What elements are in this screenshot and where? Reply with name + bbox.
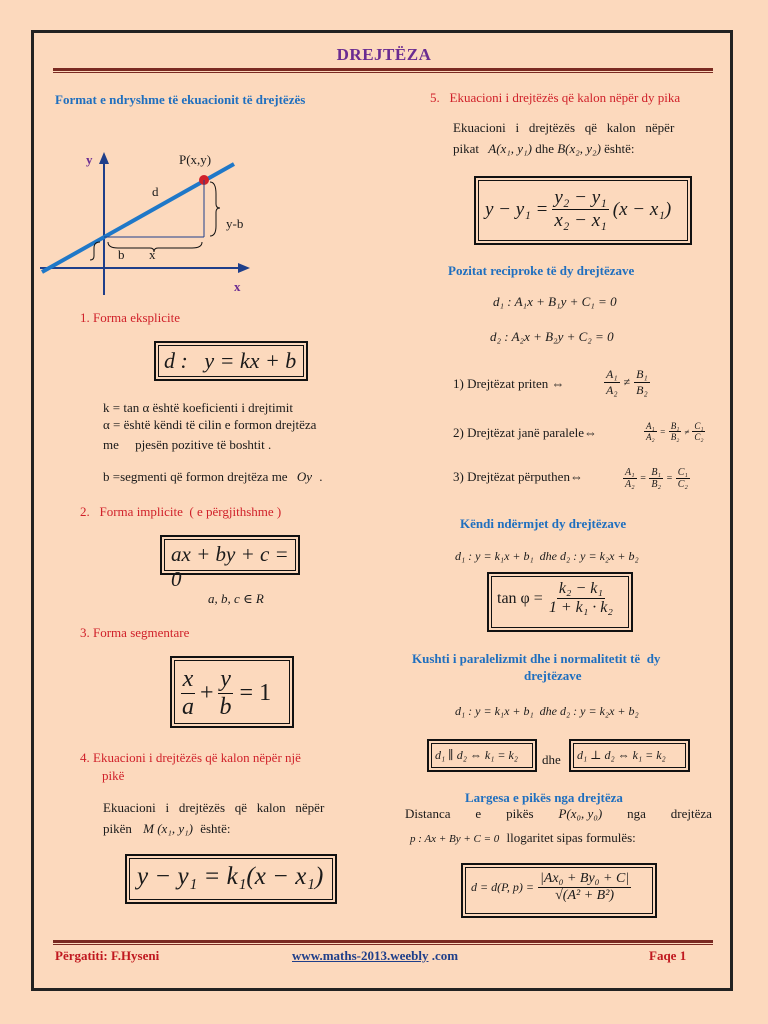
kushti-dhe: dhe bbox=[542, 752, 561, 767]
largesa-word-e: e bbox=[475, 806, 482, 821]
case2-label: 2) Drejtëzat janë paralele⇔ bbox=[453, 425, 597, 440]
item5-text-line2 bbox=[453, 141, 634, 157]
kushti-eq: d₁ : y = k₁x + b₁ dhe d₂ : y = k₂x + b₂ bbox=[455, 704, 639, 718]
item4-text-line1: Ekuacioni i drejtëzës që kalon nëpër bbox=[103, 800, 325, 815]
kendi-lhs: tan φ = bbox=[497, 589, 543, 607]
footer-site-link[interactable]: www.maths-2013.weebly bbox=[292, 948, 429, 963]
item5-formula-box bbox=[474, 176, 692, 245]
case3-label: 3) Drejtëzat përputhen⇔ bbox=[453, 469, 583, 484]
case2-eq: = bbox=[659, 426, 666, 437]
largesa-line2 bbox=[410, 830, 636, 846]
kendi-formula-box bbox=[487, 572, 633, 632]
kendi-den: 1 + k₁ · k₂ bbox=[548, 599, 613, 616]
case2-b1: B₁ bbox=[670, 421, 680, 431]
kushti-box-normal bbox=[569, 739, 690, 772]
case2-c1: C₁ bbox=[694, 421, 704, 431]
left-heading: Format e ndryshme të ekuacionit të drejtëzës bbox=[55, 92, 306, 107]
item3-den-b: b bbox=[219, 694, 232, 720]
item5-lhs: y − y₁ = bbox=[485, 198, 549, 220]
diagram-point-label: P(x,y) bbox=[179, 152, 212, 167]
item1-line1: k = tan α është koeficienti i drejtimit bbox=[103, 400, 293, 415]
item1-formula: d : y = kx + b bbox=[164, 348, 297, 373]
item2-formula: ax + by + c = 0 bbox=[171, 542, 289, 591]
diagram-b-label: b bbox=[118, 247, 125, 262]
case1-b1: B₁ bbox=[636, 367, 648, 381]
largesa-line-text: llogaritet sipas formulës: bbox=[506, 830, 636, 845]
item3-plus: + bbox=[200, 680, 214, 706]
item3-frac-y bbox=[218, 666, 234, 721]
item3-title: 3. Forma segmentare bbox=[80, 625, 190, 640]
pozitat-d2: d₂ : A₂x + B₂y + C₂ = 0 bbox=[490, 329, 614, 344]
item1-formula-box bbox=[154, 341, 308, 381]
largesa-formula-box bbox=[461, 863, 657, 918]
item5-text-line1: Ekuacioni i drejtëzës që kalon nëpër bbox=[453, 120, 675, 135]
item4-text-eshte: është: bbox=[200, 821, 231, 836]
largesa-heading: Largesa e pikës nga drejtëza bbox=[465, 790, 623, 805]
largesa-point: P(x₀, y₀) bbox=[558, 806, 603, 821]
case1-neq: ≠ bbox=[623, 375, 631, 389]
item3-num-x: x bbox=[182, 666, 194, 692]
case3-a1: A₁ bbox=[625, 467, 635, 478]
footer-author: Përgatiti: F.Hyseni bbox=[55, 948, 160, 963]
item5-text-point-a: A(x₁, y₁) bbox=[488, 141, 532, 156]
bottom-rule-thin bbox=[53, 944, 713, 945]
item4-text-line2 bbox=[103, 821, 231, 837]
case3-c1: C₁ bbox=[677, 467, 688, 478]
footer-site[interactable] bbox=[292, 948, 458, 964]
kendi-formula bbox=[497, 580, 615, 617]
kushti-box-parallel bbox=[427, 739, 537, 772]
item4-text-pikën: pikën bbox=[103, 821, 132, 836]
brace-y-b bbox=[210, 182, 220, 236]
kushti-parallel: d₁ ∥ d₂ ⇔ k₁ = k₂ bbox=[435, 748, 518, 762]
item1-line2: α = është këndi të cilin e formon drejtëza bbox=[103, 417, 317, 432]
largesa-frac bbox=[538, 871, 631, 904]
x-axis-arrow bbox=[238, 263, 250, 273]
case2-frac-a bbox=[644, 421, 657, 442]
kendi-eq: d₁ : y = k₁x + b₁ dhe d₂ : y = k₂x + b₂ bbox=[455, 549, 639, 563]
item2-title: 2. Forma implicite ( e përgjithshme ) bbox=[80, 504, 282, 519]
item1-line4-axis: Oy bbox=[296, 469, 312, 484]
item5-formula bbox=[485, 187, 671, 232]
case2-a2: A₂ bbox=[646, 432, 655, 442]
largesa-num: |Ax₀ + By₀ + C| bbox=[539, 871, 630, 886]
largesa-word-nga: nga bbox=[627, 806, 646, 821]
item4-formula: y − y₁ = k₁(x − x₁) bbox=[137, 863, 324, 890]
case1-a1: A₁ bbox=[606, 367, 618, 381]
largesa-line1 bbox=[405, 806, 712, 822]
diagram-x-label: x bbox=[234, 279, 241, 294]
item1-title: 1. Forma eksplicite bbox=[80, 310, 181, 325]
item1-line3: me pjesën pozitive të boshtit . bbox=[103, 437, 272, 452]
kendi-heading: Këndi ndërmjet dy drejtëzave bbox=[460, 516, 627, 531]
pozitat-heading: Pozitat reciproke të dy drejtëzave bbox=[448, 263, 635, 278]
diagram-d-label: d bbox=[152, 184, 159, 199]
item5-num: y₂ − y₁ bbox=[554, 187, 607, 208]
case2-b2: B₂ bbox=[670, 432, 680, 442]
case2-frac-c bbox=[692, 421, 705, 442]
case2-neq: ≠ bbox=[684, 426, 690, 437]
kushti-heading-line1: Kushti i paralelizmit dhe i normalitetit të dy bbox=[412, 651, 661, 666]
case3-eq1: = bbox=[639, 473, 647, 484]
item4-text-point: M (x₁, y₁) bbox=[143, 821, 193, 836]
item5-text-eshte: është: bbox=[604, 141, 635, 156]
case3-a2: A₂ bbox=[625, 479, 635, 490]
largesa-den: √(A² + B²) bbox=[555, 888, 615, 903]
case3-b2: B₂ bbox=[651, 479, 661, 490]
diagram-x-segment-label: x bbox=[149, 247, 156, 262]
item5-rhs: (x − x₁) bbox=[612, 198, 672, 220]
case3-b1: B₁ bbox=[651, 467, 661, 478]
largesa-word-pikes: pikës bbox=[506, 806, 534, 821]
item3-formula bbox=[180, 666, 271, 721]
case2-a1: A₁ bbox=[646, 421, 655, 431]
case3-frac-a bbox=[623, 467, 637, 490]
item3-frac-x bbox=[180, 666, 196, 721]
item1-line4-text: b =segmenti që formon drejtëza me bbox=[103, 469, 288, 484]
case1-math bbox=[604, 367, 650, 398]
case1-a2: A₂ bbox=[606, 383, 618, 397]
item5-text-point-b: B(x₂, y₂) bbox=[557, 141, 601, 156]
largesa-lhs: d = d(P, p) = bbox=[471, 880, 534, 894]
case3-eq2: = bbox=[665, 473, 673, 484]
case1-b2: B₂ bbox=[636, 383, 648, 397]
bottom-rule bbox=[53, 940, 713, 943]
item4-title-line2: pikë bbox=[102, 768, 125, 783]
y-axis-arrow bbox=[99, 152, 109, 164]
kushti-heading-line2: drejtëzave bbox=[524, 668, 582, 683]
case3-frac-b bbox=[649, 467, 663, 490]
kushti-normal: d₁ ⊥ d₂ ⇔ k₁ = k₂ bbox=[577, 748, 666, 762]
item5-title: 5. Ekuacioni i drejtëzës që kalon nëpër dy pika bbox=[430, 90, 681, 105]
largesa-formula bbox=[471, 871, 631, 904]
case3-frac-c bbox=[676, 467, 690, 490]
item3-num-y: y bbox=[220, 666, 231, 692]
case1-frac-b bbox=[634, 367, 650, 398]
largesa-word-distanca: Distanca bbox=[405, 806, 451, 821]
item3-formula-box bbox=[170, 656, 294, 728]
item5-text-dhe: dhe bbox=[535, 141, 554, 156]
item2-formula-box bbox=[160, 535, 300, 591]
item2-note: a, b, c ∈ R bbox=[208, 591, 264, 606]
largesa-line-eq: p : Ax + By + C = 0 bbox=[410, 833, 500, 845]
kendi-num: k₂ − k₁ bbox=[558, 580, 603, 597]
footer-page: Faqe 1 bbox=[649, 948, 687, 963]
largesa-word-drejteza: drejtëza bbox=[670, 806, 712, 821]
kendi-frac bbox=[547, 580, 615, 617]
item3-rhs: = 1 bbox=[239, 680, 272, 706]
case3-c2: C₂ bbox=[677, 479, 688, 490]
item5-den: x₂ − x₁ bbox=[554, 210, 607, 231]
item1-line4 bbox=[103, 469, 323, 485]
top-rule bbox=[53, 68, 713, 71]
item1-line4-end: . bbox=[319, 469, 323, 484]
case1-label: 1) Drejtëzat priten ⇔ bbox=[453, 376, 565, 391]
item5-frac bbox=[552, 187, 608, 232]
case2-math bbox=[644, 421, 705, 442]
top-rule-thin bbox=[53, 72, 713, 73]
diagram-y-label: y bbox=[86, 152, 93, 167]
item3-den-a: a bbox=[182, 694, 194, 720]
case2-frac-b bbox=[669, 421, 682, 442]
diagram-yb-label: y-b bbox=[226, 216, 244, 231]
item5-text-pikat: pikat bbox=[453, 141, 479, 156]
page-title: DREJTËZA bbox=[336, 45, 432, 64]
pozitat-d1: d₁ : A₁x + B₁y + C₁ = 0 bbox=[493, 294, 617, 309]
item4-title-line1: 4. Ekuacioni i drejtëzës që kalon nëpër një bbox=[80, 750, 301, 765]
case2-c2: C₂ bbox=[694, 432, 704, 442]
case3-math bbox=[623, 467, 690, 490]
case1-frac-a bbox=[604, 367, 620, 398]
line-diagram bbox=[38, 150, 258, 295]
footer-site-end: .com bbox=[428, 948, 459, 963]
item4-formula-box bbox=[125, 854, 337, 904]
